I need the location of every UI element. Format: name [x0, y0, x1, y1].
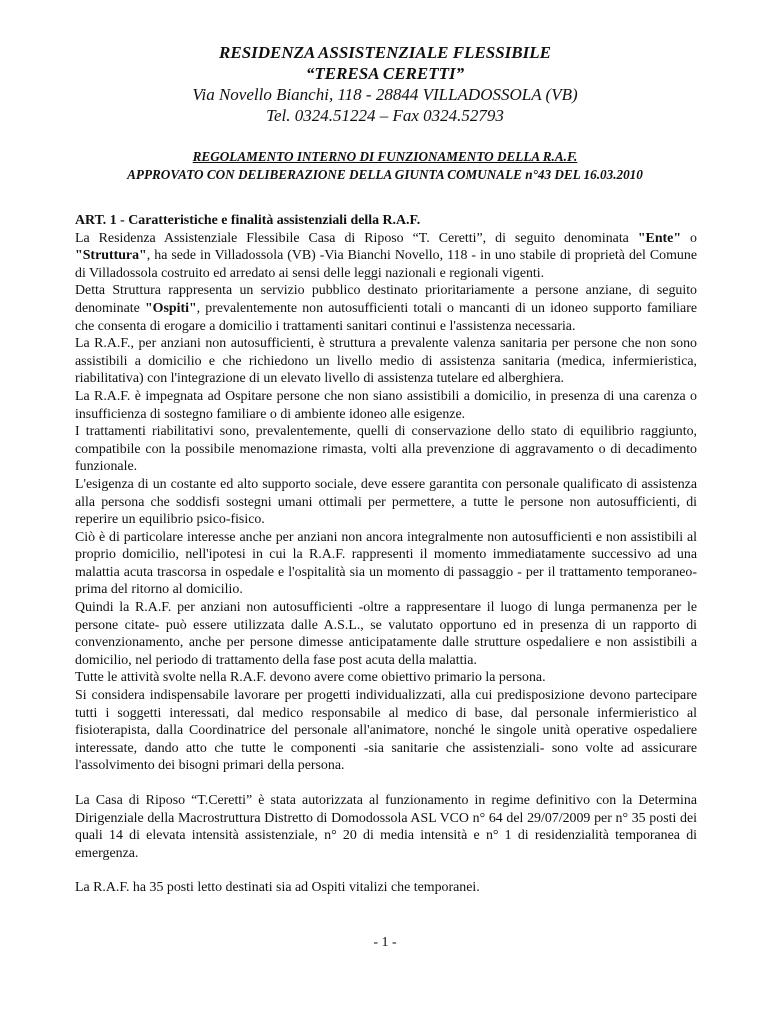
text-run: , prevalentemente non autosufficienti totali o mancanti di un idoneo supporto familiare che consenta di erogare a domicilio i trattamenti sanitari continui e l'assistenza necessaria. — [75, 300, 697, 334]
paragraph-gap — [75, 775, 697, 792]
term-struttura: "Struttura" — [75, 248, 147, 264]
institution-phone: Tel. 0324.51224 – Fax 0324.52793 — [266, 106, 504, 125]
paragraph-2 — [75, 282, 697, 335]
term-ente: "Ente" — [637, 230, 682, 246]
paragraph-6: L'esigenza di un costante ed alto supporto sociale, deve essere garantita con personale qualificato di assistenza alla persona che soddisfi sostegni umani ottimali per permettere, a tutte le persone non autosufficienti, di reperire un equilibrio psico-fisico. — [75, 476, 697, 528]
regulation-heading — [0, 148, 770, 184]
text-run: , ha sede in Villadossola (VB) -Via Bianchi Novello, 118 - in uno stabile di proprietà del Comune di Villadossola costruito ed arredato ai sensi delle leggi nazionali e regionali vigenti. — [75, 248, 697, 281]
paragraph-1 — [75, 230, 697, 283]
paragraph-12: La R.A.F. ha 35 posti letto destinati sia ad Ospiti vitalizi che temporanei. — [75, 880, 480, 896]
paragraph-gap — [75, 862, 697, 879]
text-run: Detta Struttura rappresenta un servizio pubblico destinato prioritariamente a persone anziane, di seguito denominate — [75, 283, 697, 316]
institution-address: Via Novello Bianchi, 118 - 28844 VILLADOSSOLA (VB) — [192, 85, 578, 104]
regulation-title: REGOLAMENTO INTERNO DI FUNZIONAMENTO DELLA R.A.F. — [192, 149, 578, 164]
paragraph-8: Quindi la R.A.F. per anziani non autosufficienti -oltre a rappresentare il luogo di lunga permanenza per le persone citate- può essere utilizzata dalle A.S.L., se valutato opportuno ed in presenza di un rapporto di convenzionamento, anche per persone dimesse anticipatamente dalle strutture ospedaliere e non assistibili a domicilio, nel periodo di trattamento della fase post acuta della malattia. — [75, 600, 697, 668]
paragraph-4: La R.A.F. è impegnata ad Ospitare persone che non siano assistibili a domicilio, in presenza di una carenza o insufficienza di sostegno familiare o di ambiente idoneo alle esigenze. — [75, 388, 697, 422]
paragraph-9: Tutte le attività svolte nella R.A.F. devono avere come obiettivo primario la persona. — [75, 670, 546, 686]
page-number: - 1 - — [373, 935, 397, 950]
paragraph-10: Si considera indispensabile lavorare per progetti individualizzati, alla cui predisposizione devono partecipare tutti i soggetti interessati, dal medico responsabile al medico di base, dal personale infermieristico al fisioterapista, dalla Coordinatrice del personale all'animatore, nonché le singole unità operative ospedaliere interessate, dando atto che tutte le componenti -sia sanitarie che assistenziali- sono volte ad assicurare l'assolvimento dei bisogni primari della persona. — [75, 688, 697, 774]
letterhead — [0, 42, 770, 126]
text-run: o — [681, 230, 697, 246]
institution-name: RESIDENZA ASSISTENZIALE FLESSIBILE — [219, 43, 551, 62]
paragraph-7: Ciò è di particolare interesse anche per anziani non ancora integralmente non autosufficienti e non assistibili al proprio domicilio, nell'ipotesi in cui la R.A.F. rappresenti il momento immediatamente successivo ad una malattia acuta trascorsa in ospedale e l'ospitalità sia un momento di passaggio - per il trattamento temporaneo- prima del ritorno al domicilio. — [75, 529, 697, 598]
paragraph-5: I trattamenti riabilitativi sono, prevalentemente, quelli di conservazione dello stato di equilibrio raggiunto, compatibile con la possibile menomazione rimasta, volti alla prevenzione di aggravamento o di decadimento funzionale. — [75, 424, 697, 475]
paragraph-11: La Casa di Riposo “T.Ceretti” è stata autorizzata al funzionamento in regime definitivo con la Determina Dirigenziale della Macrostruttura Distretto di Domodossola ASL VCO n° 64 del 29/07/2009 per n° 35 posti dei quali 14 di elevata intensità assistenziale, n° 20 di media intensità e n° 1 di residenzialità temporanea di emergenza. — [75, 793, 697, 861]
text-run: La Residenza Assistenziale Flessibile Casa di Riposo “T. Ceretti”, di seguito denominata — [75, 230, 638, 246]
paragraph-3: La R.A.F., per anziani non autosufficienti, è struttura a prevalente valenza sanitaria per persone che non sono assistibili a domicilio e che richiedono un livello medio di assistenza sanitaria (medica, infermieristica, riabilitativa) con l'integrazione di un elevato livello di assistenza tutelare ed alberghiera. — [75, 336, 697, 387]
regulation-approval: APPROVATO CON DELIBERAZIONE DELLA GIUNTA COMUNALE n°43 DEL 16.03.2010 — [127, 167, 643, 182]
institution-subtitle: “TERESA CERETTI” — [305, 64, 465, 83]
article-heading: ART. 1 - Caratteristiche e finalità assistenziali della R.A.F. — [75, 213, 421, 228]
term-ospiti: "Ospiti" — [144, 300, 197, 316]
document-body — [75, 212, 697, 897]
